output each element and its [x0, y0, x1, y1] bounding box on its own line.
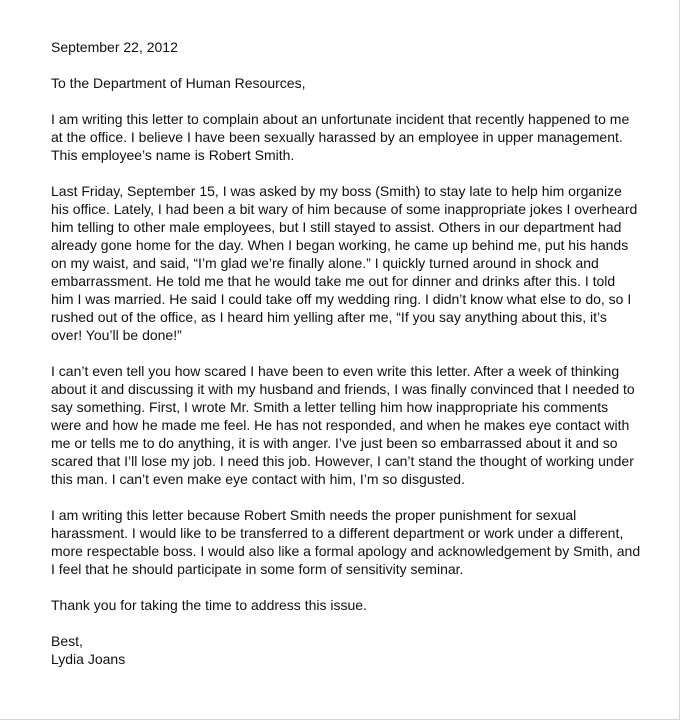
letter-paragraph-3: I can’t even tell you how scared I have been to even write this letter. After a week of thinking about it and discussing it with my husband and friends, I was finally convinced that I needed to say something. First, I wrote Mr. Smith a letter telling him how inappropriate his comments were and how he made me feel. He has not responded, and when he makes eye contact with me or tells me to do anything, it is with anger. I’ve just been so embarrassed about it and so scared that I’ll lose my job. I need this job. However, I can’t stand the thought of working under this man. I can’t even make eye contact with him, I’m so disgusted.: [51, 363, 635, 487]
letter-closing: Best,: [51, 633, 83, 649]
letter-paragraph-1: I am writing this letter to complain about an unfortunate incident that recently happened to me at the office. I believe I have been sexually harassed by an employee in upper management. This employee’s name is Robert Smith.: [51, 111, 630, 163]
letter-signature: Lydia Joans: [51, 651, 126, 667]
letter-date: September 22, 2012: [51, 39, 178, 55]
letter-paragraph-4: I am writing this letter because Robert Smith needs the proper punishment for sexual harassment. I would like to be transferred to a different department or work under a different, more respectable boss. I would also like a formal apology and acknowledgement by Smith, and I feel that he should participate in some form of sensitivity seminar.: [51, 507, 641, 577]
letter-paragraph-2: Last Friday, September 15, I was asked by my boss (Smith) to stay late to help him organize his office. Lately, I had been a bit wary of him because of some inappropriate jokes I overheard him telling to other male employees, but I still stayed to assist. Others in our department had already gone home for the day. When I began working, he came up behind me, put his hands on my waist, and said, “I’m glad we’re finally alone.” I quickly turned around in shock and embarrassment. He told me that he would take me out for dinner and drinks after this. I told him I was married. He said I could take off my wedding ring. I didn’t know what else to do, so I rushed out of the office, as I heard him yelling after me, “If you say anything about this, it’s over! You’ll be done!”: [51, 183, 638, 343]
letter-paragraph-5: Thank you for taking the time to address this issue.: [51, 597, 367, 613]
letter-salutation: To the Department of Human Resources,: [51, 75, 306, 91]
letter-body: [51, 38, 641, 668]
